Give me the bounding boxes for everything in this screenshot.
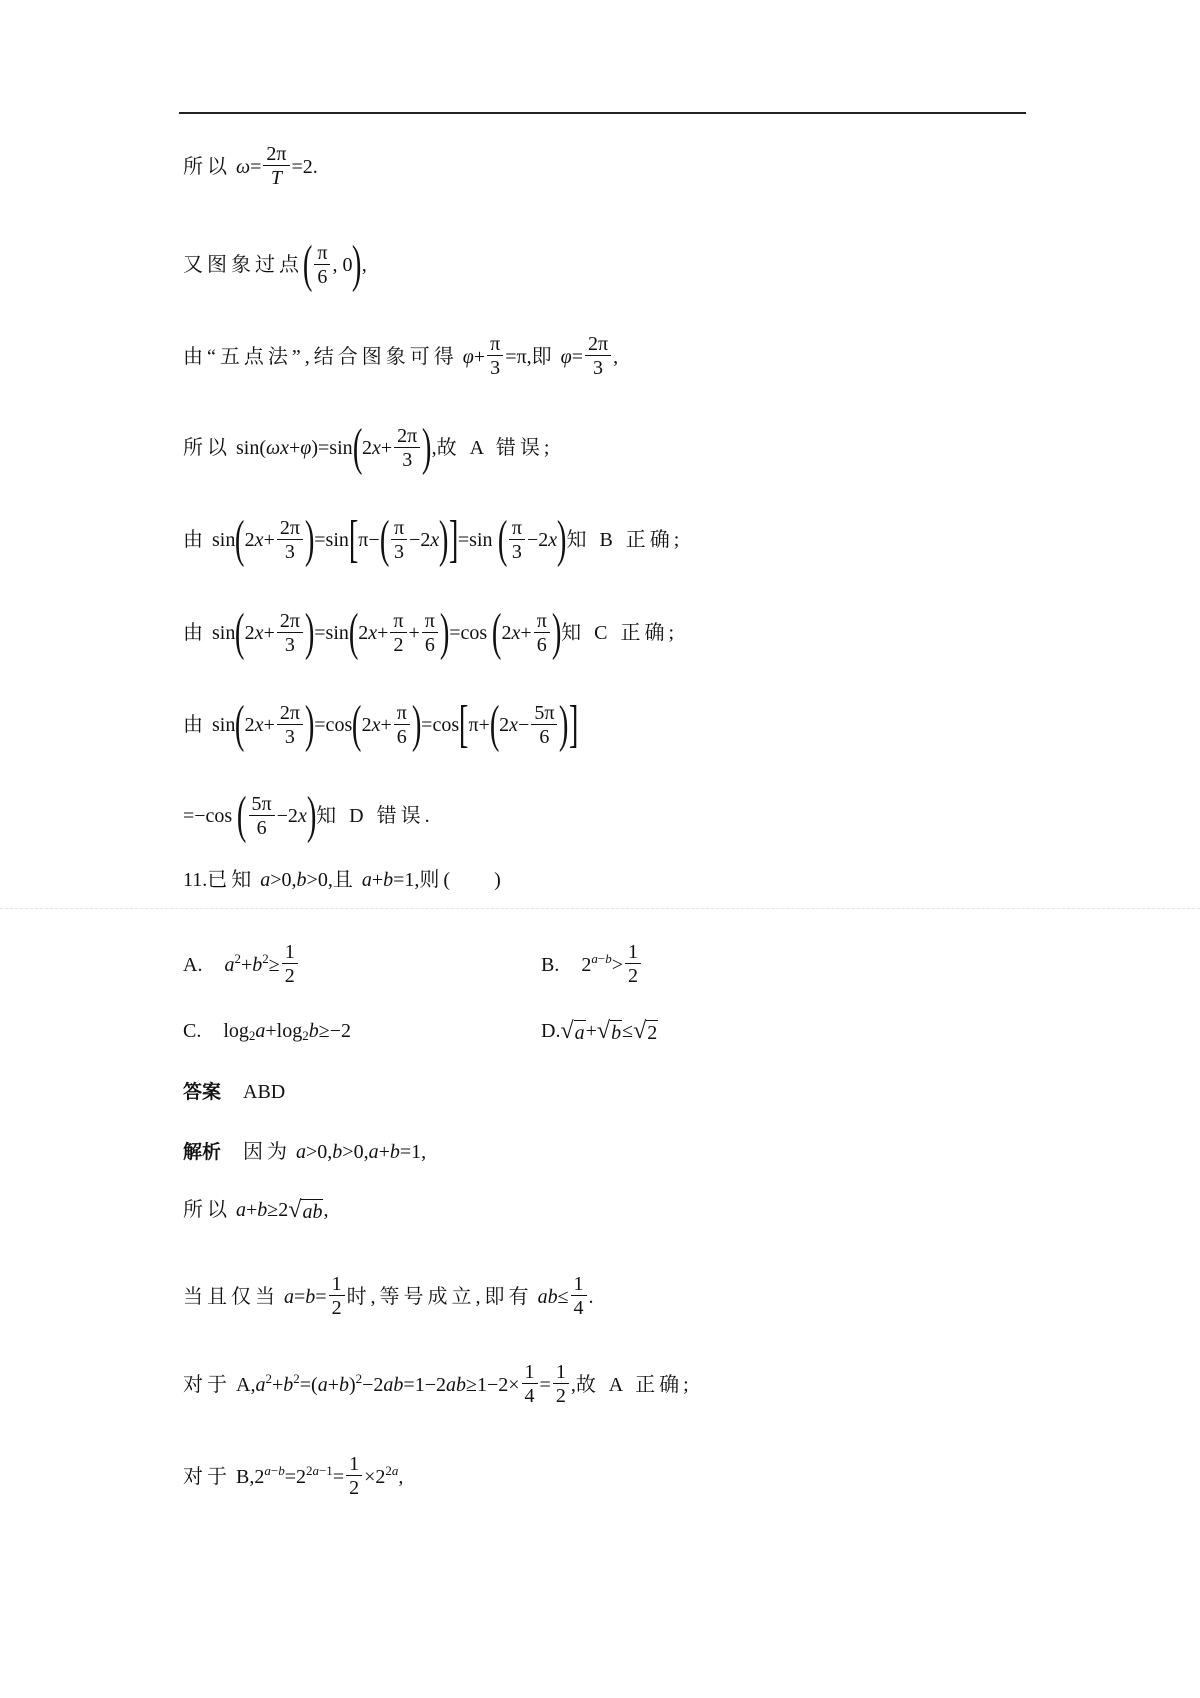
answer-label: 答案 <box>183 1081 222 1103</box>
question-11-stem: 11. 已知 a >0, b >0, 且 a + b =1, 则 ( ) <box>183 869 501 891</box>
analysis-label: 解析 <box>183 1141 222 1163</box>
solution-line-3: 由“五点法”,结合图象可得 φ + π 3 =π, 即 φ = 2π 3 , <box>183 333 619 379</box>
solution-line-7: 由 sin ( 2 x + 2π 3 ) =cos ( 2 x + π 6 ) =cos [ π+ ( 2 x − 5π 6 ) ] <box>183 696 579 753</box>
option-d: D. √ a + √ b ≤ √ 2 <box>541 1018 658 1044</box>
solution-line-2: 又图象过点 ( π 6 , 0 ) , <box>183 236 367 293</box>
analysis-line-1: 解析 因为 a >0, b >0, a + b =1, <box>183 1138 426 1166</box>
analysis-line-4: 对于 A, a $^2$ + b $^2$ =( a + b ) $^2$ −2 ab =1−2 ab ≥1−2× 1 4 = 1 2 , 故 A 正确; <box>183 1361 693 1407</box>
analysis-line-5: 对于 B,2 $^{a -b}$ =2 $^{2a -1}$ = 1 2 ×2 $^{2a}$ , <box>183 1453 404 1499</box>
option-c: C. log $_2$ a +log $_2$ b ≥−2 <box>183 1020 352 1043</box>
analysis-line-3: 当且仅当 a = b = 1 2 时,等号成立,即有 ab ≤ 1 4 . <box>183 1273 594 1319</box>
header-rule <box>179 112 1026 114</box>
solution-line-8: =−cos ( 5π 6 −2 x ) 知 D 错误. <box>183 787 434 844</box>
answer-value: ABD <box>243 1081 286 1103</box>
page-divider <box>0 908 1200 909</box>
solution-line-5: 由 sin ( 2 x + 2π 3 ) =sin [ π− ( π 3 −2 x ) ] =sin ( π 3 −2 x ) 知 B 正确; <box>183 511 684 568</box>
solution-line-1: 所以 ω = 2π T =2. <box>183 143 318 189</box>
solution-line-6: 由 sin ( 2 x + 2π 3 ) =sin ( 2 x + π 2 + π 6 ) =cos ( 2 x + π 6 ) 知 C 正确; <box>183 604 679 661</box>
analysis-line-2: 所以 a + b ≥2 √ ab , <box>183 1197 329 1223</box>
option-b: B. 2 $^{a -b}$ > 1 2 <box>541 941 643 988</box>
option-a: A. a $^2$ + b $^2$ ≥ 1 2 <box>183 941 300 988</box>
answer-line <box>183 1078 285 1106</box>
solution-line-4: 所以 sin( ωx + φ )=sin ( 2 x + 2π 3 ) , 故 A 错误; <box>183 419 554 476</box>
